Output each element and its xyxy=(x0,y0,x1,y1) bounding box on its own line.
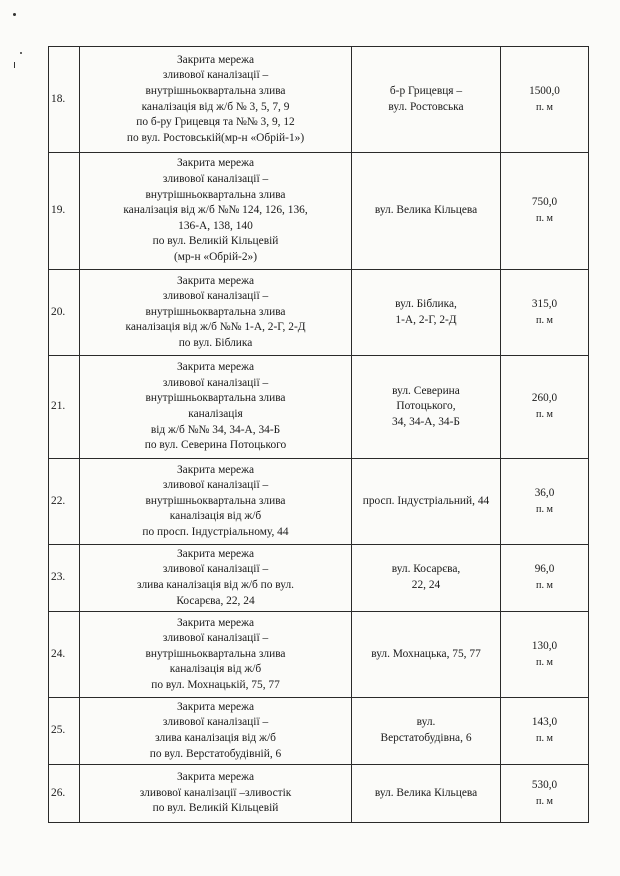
scan-speck xyxy=(13,13,16,16)
description-line: по вул. Ростовській(мр-н «Обрій-1») xyxy=(126,131,305,144)
address-cell xyxy=(352,765,501,823)
scan-speck xyxy=(20,52,22,54)
row-number: 25. xyxy=(49,698,80,765)
description-line: Закрита мережа xyxy=(176,463,255,476)
address-line: вул. Велика Кільцева xyxy=(374,204,478,217)
table-row xyxy=(49,153,589,270)
length-unit: п. м xyxy=(536,101,553,113)
description-line: по вул. Великій Кільцевій xyxy=(152,235,279,248)
description-line: по вул. Біблика xyxy=(178,336,253,349)
row-number: 18. xyxy=(49,47,80,153)
row-number: 24. xyxy=(49,612,80,698)
row-number: 19. xyxy=(49,153,80,270)
description-line: по вул. Великій Кільцевій xyxy=(152,802,279,815)
address-cell xyxy=(352,356,501,459)
address-line: вул. Ростовська xyxy=(388,100,464,113)
table-row xyxy=(49,765,589,823)
description-line: внутрішньоквартальна злива xyxy=(145,305,286,318)
description-line: Закрита мережа xyxy=(176,616,255,629)
description-line: зливової каналізації –зливостік xyxy=(139,786,292,799)
scan-speck xyxy=(14,62,15,68)
table-row xyxy=(49,698,589,765)
description-line: каналізація xyxy=(188,408,243,420)
row-number: 26. xyxy=(49,765,80,823)
description-line: Закрита мережа xyxy=(176,361,255,374)
network-description xyxy=(80,612,352,698)
network-description xyxy=(80,153,352,270)
description-line: по вул. Мохнацькій, 75, 77 xyxy=(151,678,280,691)
network-description xyxy=(80,765,352,823)
address-cell xyxy=(352,153,501,270)
address-cell xyxy=(352,698,501,765)
description-line: каналізація від ж/б №№ 124, 126, 136, xyxy=(123,204,308,217)
description-line: внутрішньоквартальна злива xyxy=(145,494,286,507)
table-row xyxy=(49,612,589,698)
description-line: зливової каналізації – xyxy=(162,290,269,303)
address-line: 34, 34-А, 34-Б xyxy=(392,415,460,428)
description-line: зливової каналізації – xyxy=(162,563,269,576)
description-line: Закрита мережа xyxy=(176,157,255,170)
address-line: вул. xyxy=(416,716,436,729)
description-line: 136-А, 138, 140 xyxy=(178,219,253,232)
description-line: зливової каналізації – xyxy=(162,479,269,492)
length-unit: п. м xyxy=(536,213,553,224)
description-line: злива каналізація від ж/б xyxy=(155,732,276,744)
length-unit: п. м xyxy=(536,656,553,668)
length-value: 750,0 xyxy=(531,196,558,209)
address-line: Потоцького, xyxy=(396,400,456,413)
description-line: по вул. Северина Потоцького xyxy=(144,439,287,452)
description-line: злива каналізація від ж/б по вул. xyxy=(136,579,295,591)
length-cell xyxy=(501,356,589,459)
network-description xyxy=(80,698,352,765)
description-line: внутрішньоквартальна злива xyxy=(145,84,286,97)
description-line: по б-ру Грицевця та №№ 3, 9, 12 xyxy=(136,116,295,129)
description-line: Закрита мережа xyxy=(176,274,255,287)
address-line: вул. Біблика, xyxy=(395,297,457,310)
length-cell xyxy=(501,459,589,545)
row-number: 21. xyxy=(49,356,80,459)
description-line: каналізація від ж/б №№ 1-А, 2-Г, 2-Д xyxy=(125,321,306,334)
length-value: 143,0 xyxy=(531,716,558,729)
row-number: 20. xyxy=(49,270,80,356)
address-cell xyxy=(352,612,501,698)
length-cell xyxy=(501,153,589,270)
length-value: 96,0 xyxy=(534,563,555,576)
description-line: (мр-н «Обрій-2») xyxy=(173,250,258,263)
address-line: Верстатобудівна, 6 xyxy=(380,732,472,744)
description-line: каналізація від ж/б № 3, 5, 7, 9 xyxy=(141,100,290,113)
address-line: б-р Грицевця – xyxy=(389,84,463,97)
description-line: по просп. Індустріальному, 44 xyxy=(142,525,289,538)
description-line: від ж/б №№ 34, 34-А, 34-Б xyxy=(150,423,281,436)
network-description xyxy=(80,47,352,153)
address-cell xyxy=(352,47,501,153)
length-unit: п. м xyxy=(536,314,553,326)
description-line: внутрішньоквартальна злива xyxy=(145,647,286,660)
address-line: вул. Мохнацька, 75, 77 xyxy=(371,647,481,660)
description-line: Косарєва, 22, 24 xyxy=(176,594,255,607)
row-number: 23. xyxy=(49,545,80,612)
description-line: внутрішньоквартальна злива xyxy=(145,188,286,201)
network-description xyxy=(80,545,352,612)
table-row xyxy=(49,47,589,153)
address-line: вул. Северина xyxy=(392,384,460,397)
description-line: каналізація від ж/б xyxy=(169,663,262,676)
length-unit: п. м xyxy=(536,733,553,744)
address-line: вул. Велика Кільцева xyxy=(374,786,478,799)
address-line: вул. Косарєва, xyxy=(391,563,461,576)
sewer-network-table xyxy=(48,46,589,823)
table-row xyxy=(49,270,589,356)
description-line: зливової каналізації – xyxy=(162,716,269,729)
address-line: 22, 24 xyxy=(411,579,441,591)
table-row xyxy=(49,356,589,459)
length-unit: п. м xyxy=(536,409,553,420)
length-value: 1500,0 xyxy=(529,84,560,97)
table-row xyxy=(49,545,589,612)
length-cell xyxy=(501,698,589,765)
length-cell xyxy=(501,765,589,823)
length-cell xyxy=(501,270,589,356)
address-line: 1-А, 2-Г, 2-Д xyxy=(395,313,457,326)
length-cell xyxy=(501,47,589,153)
length-value: 36,0 xyxy=(534,486,555,499)
description-line: по вул. Верстатобудівній, 6 xyxy=(149,747,282,760)
length-unit: п. м xyxy=(536,795,553,807)
description-line: Закрита мережа xyxy=(176,53,255,66)
row-number: 22. xyxy=(49,459,80,545)
length-unit: п. м xyxy=(536,580,553,591)
length-cell xyxy=(501,545,589,612)
description-line: зливової каналізації – xyxy=(162,632,269,645)
length-unit: п. м xyxy=(536,503,553,515)
network-description xyxy=(80,270,352,356)
description-line: каналізація від ж/б xyxy=(169,510,262,523)
length-value: 260,0 xyxy=(531,392,558,405)
description-line: зливової каналізації – xyxy=(162,173,269,186)
description-line: Закрита мережа xyxy=(176,771,255,784)
length-cell xyxy=(501,612,589,698)
length-value: 530,0 xyxy=(531,778,558,791)
address-cell xyxy=(352,270,501,356)
network-description xyxy=(80,356,352,459)
description-line: зливової каналізації – xyxy=(162,69,269,82)
description-line: Закрита мережа xyxy=(176,547,255,560)
description-line: зливової каналізації – xyxy=(162,376,269,389)
length-value: 130,0 xyxy=(531,639,558,652)
description-line: Закрита мережа xyxy=(176,700,255,713)
table-row xyxy=(49,459,589,545)
address-line: просп. Індустріальний, 44 xyxy=(362,494,490,507)
description-line: внутрішньоквартальна злива xyxy=(145,392,286,405)
address-cell xyxy=(352,459,501,545)
address-cell xyxy=(352,545,501,612)
length-value: 315,0 xyxy=(531,297,558,310)
network-description xyxy=(80,459,352,545)
